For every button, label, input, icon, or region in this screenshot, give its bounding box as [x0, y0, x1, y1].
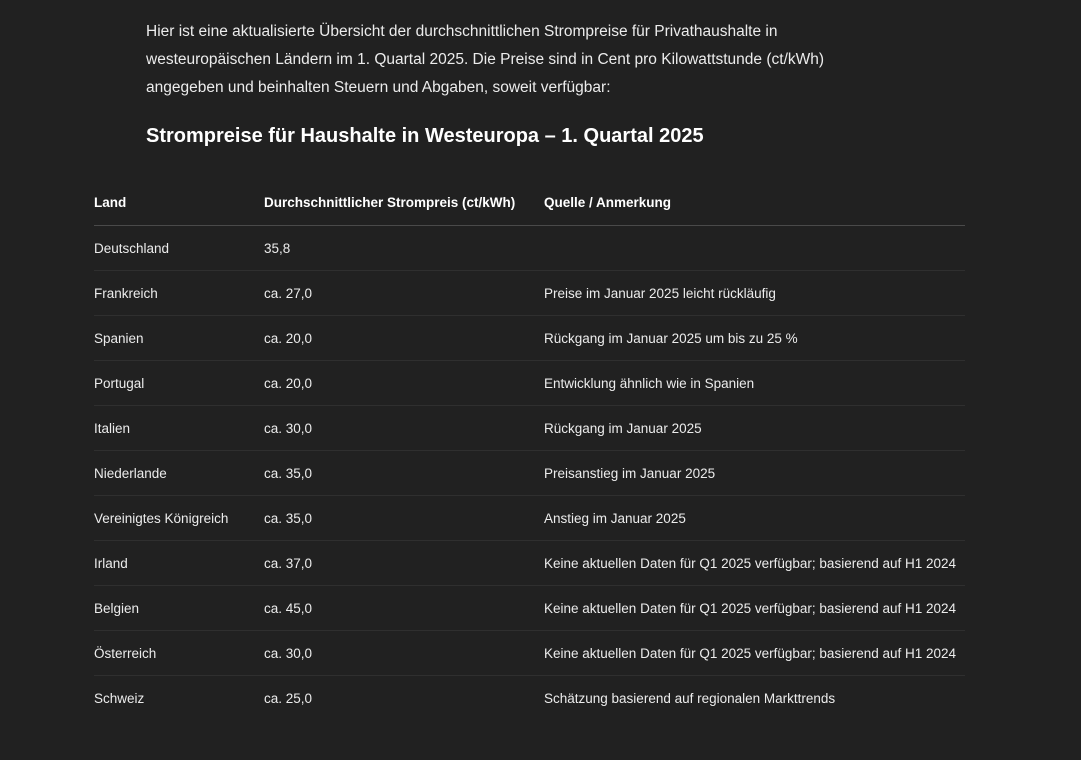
cell-note: Keine aktuellen Daten für Q1 2025 verfügbar; basierend auf H1 2024: [544, 631, 965, 676]
cell-note: Preise im Januar 2025 leicht rückläufig: [544, 271, 965, 316]
cell-note: Keine aktuellen Daten für Q1 2025 verfügbar; basierend auf H1 2024: [544, 586, 965, 631]
cell-note: [544, 226, 965, 271]
cell-country: Schweiz: [94, 690, 145, 706]
cell-price: ca. 27,0: [264, 271, 544, 316]
header-price: Durchschnittlicher Strompreis (ct/kWh): [264, 180, 544, 226]
cell-country: Belgien: [94, 586, 264, 631]
cell-price: ca. 30,0: [264, 631, 544, 676]
cell-price: 35,8: [264, 226, 544, 271]
header-note: Quelle / Anmerkung: [544, 180, 965, 226]
cell-note: Rückgang im Januar 2025: [544, 406, 965, 451]
intro-paragraph: [146, 18, 966, 102]
cell-price: ca. 45,0: [264, 586, 544, 631]
cell-country: Frankreich: [94, 271, 264, 316]
price-table-container: [94, 180, 965, 720]
cell-price: ca. 20,0: [264, 316, 544, 361]
cell-note: Rückgang im Januar 2025 um bis zu 25 %: [544, 316, 965, 361]
table-row: [94, 541, 965, 586]
cell-country: Portugal: [94, 361, 264, 406]
table-row: [94, 406, 965, 451]
intro-line: westeuropäischen Ländern im 1. Quartal 2025. Die Preise sind in Cent pro Kilowattstunde (ct/kWh): [146, 51, 825, 68]
cell-country: Österreich: [94, 631, 264, 676]
cell-note: Preisanstieg im Januar 2025: [544, 451, 965, 496]
table-row: [94, 586, 965, 631]
cell-price: ca. 30,0: [264, 406, 544, 451]
intro-line: angegeben und beinhalten Steuern und Abgaben, soweit verfügbar:: [146, 79, 611, 96]
cell-country: Irland: [94, 541, 264, 586]
intro-line: Hier ist eine aktualisierte Übersicht der durchschnittlichen Strompreise für Privathaushalte in: [146, 23, 778, 40]
cell-price: ca. 35,0: [264, 496, 544, 541]
price-table: [94, 180, 965, 720]
cell-country: Vereinigtes Königreich: [94, 496, 264, 541]
table-row: [94, 226, 965, 271]
cell-country: Deutschland: [94, 226, 264, 271]
cell-price: ca. 35,0: [264, 451, 544, 496]
table-row: [94, 676, 965, 721]
cell-note: Schätzung basierend auf regionalen Markttrends: [544, 690, 836, 706]
cell-price: ca. 25,0: [264, 690, 313, 706]
cell-note: Keine aktuellen Daten für Q1 2025 verfügbar; basierend auf H1 2024: [544, 541, 965, 586]
table-row: [94, 496, 965, 541]
table-row: [94, 316, 965, 361]
table-row: [94, 361, 965, 406]
cell-country: Niederlande: [94, 451, 264, 496]
cell-country: Spanien: [94, 316, 264, 361]
cell-price: ca. 37,0: [264, 541, 544, 586]
table-heading: Strompreise für Haushalte in Westeuropa – 1. Quartal 2025: [146, 125, 704, 147]
cell-note: Anstieg im Januar 2025: [544, 496, 965, 541]
table-row: [94, 631, 965, 676]
table-row: [94, 271, 965, 316]
cell-country: Italien: [94, 406, 264, 451]
cell-price: ca. 20,0: [264, 361, 544, 406]
header-country: Land: [94, 180, 264, 226]
table-header-row: [94, 180, 965, 226]
cell-note: Entwicklung ähnlich wie in Spanien: [544, 361, 965, 406]
assistant-message: [146, 18, 966, 149]
table-row: [94, 451, 965, 496]
